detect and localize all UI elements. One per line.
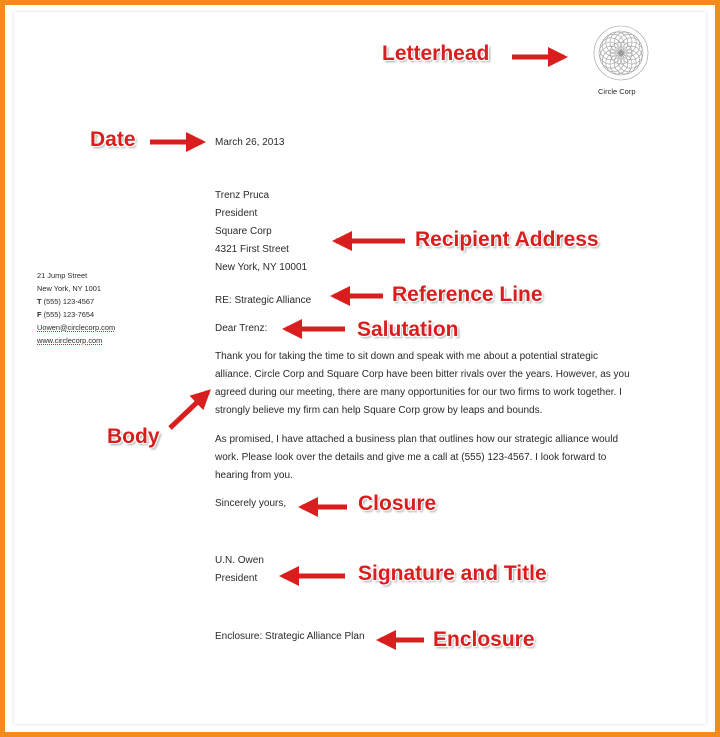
annotation-recipient: Recipient Address — [415, 228, 599, 251]
phone-label: T — [37, 297, 42, 306]
reference-line: RE: Strategic Alliance — [215, 295, 312, 306]
closure: Sincerely yours, — [215, 498, 287, 509]
annotation-salutation: Salutation — [357, 318, 459, 341]
body-line: strongly believe my firm can help Square Corp grow by leaps and bounds. — [215, 405, 543, 416]
body-line: hearing from you. — [215, 470, 293, 481]
body-line: As promised, I have attached a business plan that outlines how our strategic alliance would — [215, 434, 619, 445]
body-line: Thank you for taking the time to sit down and speak with me about a potential strategic — [215, 351, 598, 362]
recipient-line: 4321 First Street — [215, 244, 289, 255]
body-line: work. Please look over the details and give me a call at (555) 123-4567. I look forward to — [215, 452, 607, 463]
annotation-body: Body — [107, 425, 160, 448]
letter-date: March 26, 2013 — [215, 137, 285, 148]
sender-email[interactable]: Uowen@circlecorp.com — [37, 323, 116, 332]
body-arrow — [170, 392, 208, 428]
annotation-date: Date — [90, 128, 136, 151]
recipient-line: Trenz Pruca — [215, 190, 270, 201]
recipient-line: President — [215, 208, 258, 219]
sender-website[interactable]: www.circlecorp.com — [37, 336, 103, 345]
annotation-enclosure: Enclosure — [433, 628, 535, 651]
annotation-reference: Reference Line — [392, 283, 543, 306]
body-line: agreed during our meeting, there are many opportunities for our two firms to work together. I — [215, 387, 622, 398]
fax-label: F — [37, 310, 42, 319]
letterhead-company: Circle Corp — [598, 87, 636, 96]
sender-phone: (555) 123-4567 — [43, 297, 95, 306]
recipient-line: New York, NY 10001 — [215, 262, 308, 273]
annotation-signature: Signature and Title — [358, 562, 547, 585]
signature-name: U.N. Owen — [215, 555, 264, 566]
annotation-closure: Closure — [358, 492, 437, 515]
signature-title: President — [215, 573, 258, 584]
sender-fax: (555) 123-7654 — [43, 310, 95, 319]
body-line: alliance. Circle Corp and Square Corp have been bitter rivals over the years. However, as you — [215, 369, 630, 380]
sender-city: New York, NY 1001 — [37, 284, 101, 293]
sender-street: 21 Jump Street — [37, 271, 88, 280]
annotation-letterhead: Letterhead — [382, 42, 490, 65]
enclosure: Enclosure: Strategic Alliance Plan — [215, 631, 365, 642]
salutation: Dear Trenz: — [215, 323, 268, 334]
recipient-line: Square Corp — [215, 226, 272, 237]
